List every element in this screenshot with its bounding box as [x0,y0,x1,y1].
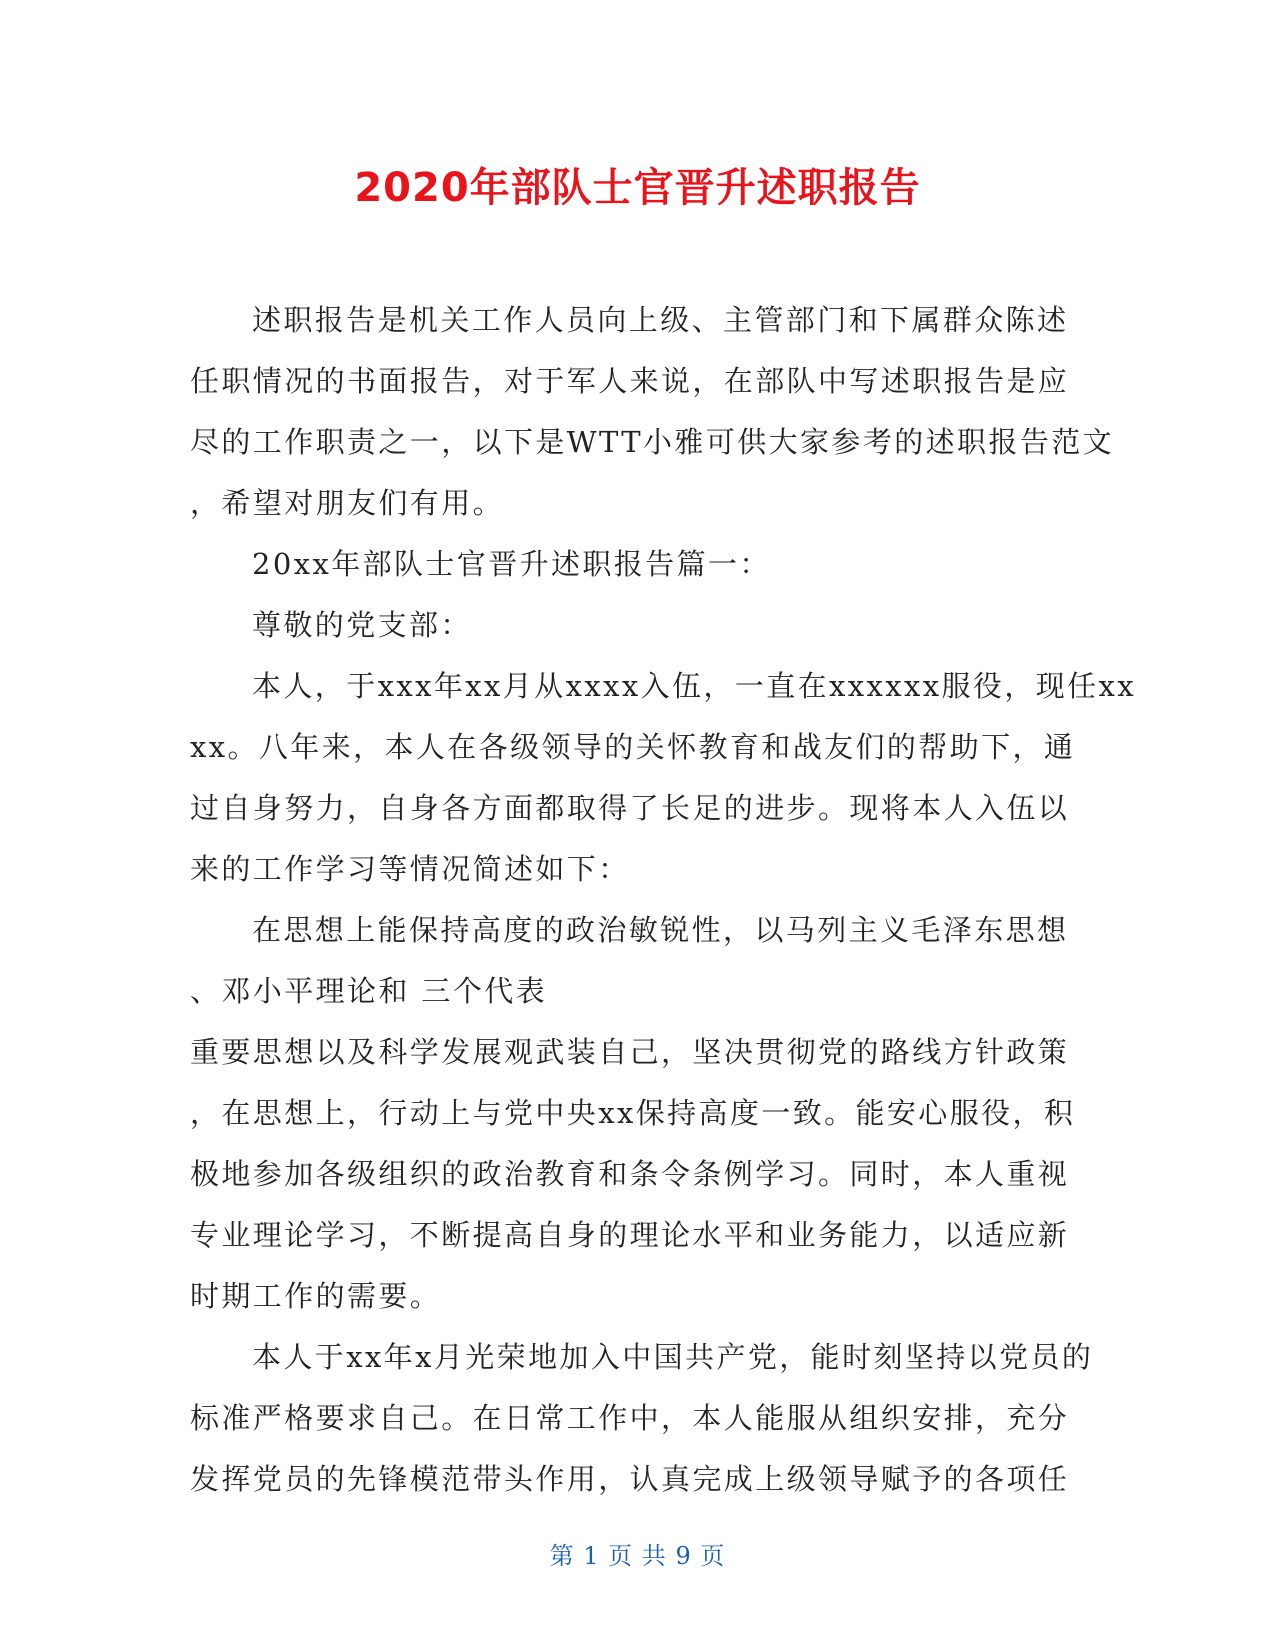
paragraph-line: 重要思想以及科学发展观武装自己，坚决贯彻党的路线方针政策 [190,1035,1070,1069]
paragraph-line: 本人，于xxx年xx月从xxxx入伍，一直在xxxxxx服役，现任xx [252,669,1137,703]
paragraph-line: 标准严格要求自己。在日常工作中，本人能服从组织安排，充分 [190,1401,1070,1435]
paragraph-line: 过自身努力，自身各方面都取得了长足的进步。现将本人入伍以 [190,791,1070,825]
paragraph-line: 在思想上能保持高度的政治敏锐性，以马列主义毛泽东思想 [252,913,1069,947]
paragraph-line: 述职报告是机关工作人员向上级、主管部门和下属群众陈述 [252,303,1069,337]
paragraph-line: 时期工作的需要。 [190,1279,442,1313]
paragraph-line: 来的工作学习等情况简述如下： [190,852,630,886]
paragraph-line: 本人于xx年x月光荣地加入中国共产党，能时刻坚持以党员的 [252,1340,1094,1374]
document-title: 2020年部队士官晋升述职报告 [354,165,921,211]
salutation-line: 尊敬的党支部： [252,608,472,642]
page-footer: 第 1 页 共 9 页 [549,1542,726,1570]
paragraph-line: xx。八年来，本人在各级领导的关怀教育和战友们的帮助下，通 [190,730,1076,764]
section-heading-line: 20xx年部队士官晋升述职报告篇一： [252,547,771,581]
paragraph-line: 专业理论学习，不断提高自身的理论水平和业务能力，以适应新 [190,1218,1070,1252]
paragraph-line: 极地参加各级组织的政治教育和条令条例学习。同时，本人重视 [190,1157,1070,1191]
paragraph-line: 发挥党员的先锋模范带头作用，认真完成上级领导赋予的各项任 [190,1462,1070,1496]
document-body [190,290,1137,1510]
paragraph-line: ，在思想上，行动上与党中央xx保持高度一致。能安心服役，积 [190,1096,1076,1130]
paragraph-line: 尽的工作职责之一，以下是WTT小雅可供大家参考的述职报告范文 [190,425,1115,459]
paragraph-line: ，希望对朋友们有用。 [190,486,505,520]
paragraph-line: 任职情况的书面报告，对于军人来说，在部队中写述职报告是应 [190,364,1070,398]
paragraph-line: 、邓小平理论和 三个代表 [190,974,548,1008]
